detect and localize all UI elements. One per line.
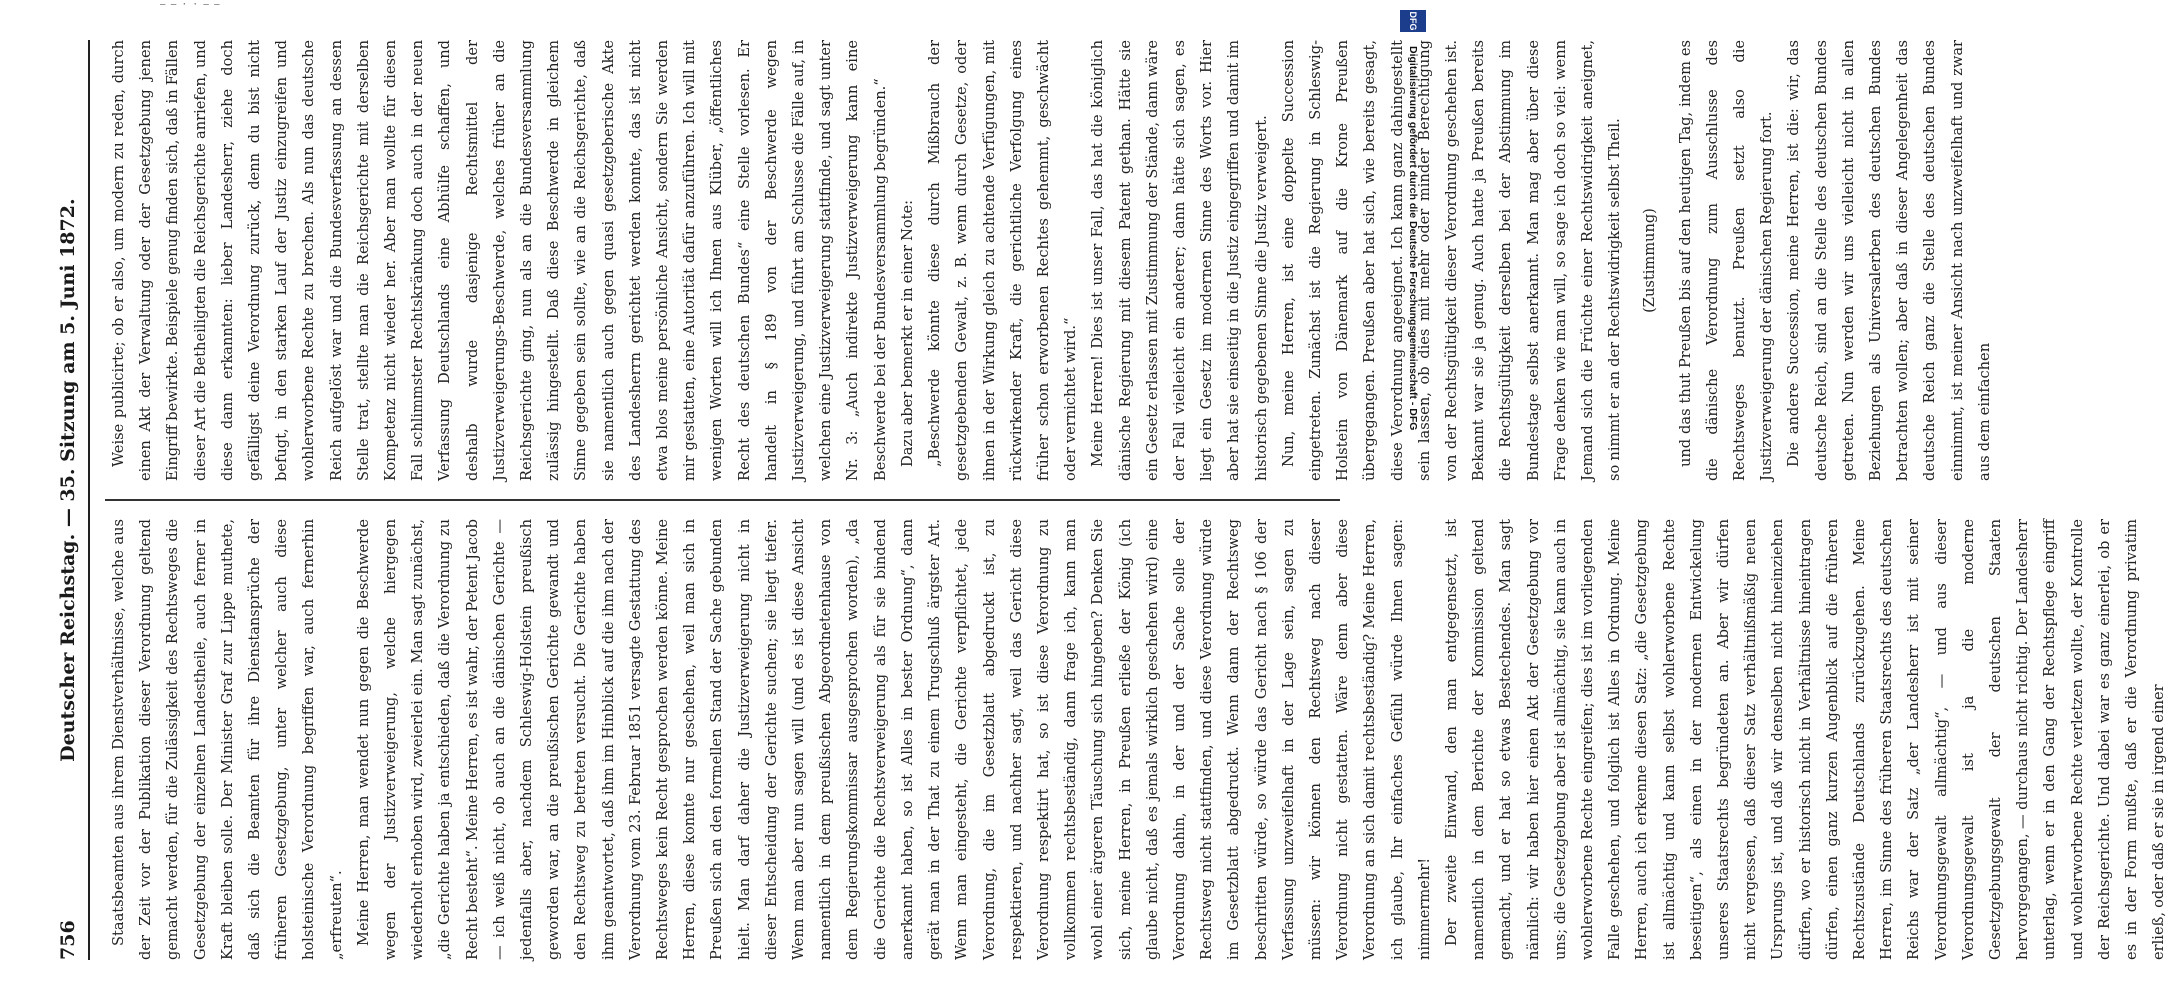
paragraph: Die andere Succession, meine Herren, ist die: wir, das deutsche Reich, sind an die Stelle des deutschen Bundes getreten. Nun werden wir uns vielleicht nicht in allen Beziehungen als Universalerben des deutschen Bundes betrachten wollen; aber daß in dieser Angelegenheit das deutsche Reich ganz die Stelle des deutschen Bundes einnimmt, ist meiner Ansicht nach unzweifelhaft und zwar aus dem einfachen: [1785, 40, 1993, 481]
digitization-credit: [1400, 0, 1426, 1000]
paragraph: und das thut Preußen bis auf den heutigen Tag, indem es die dänische Verordnung zum Ausschlusse des Rechtsweges benutzt. Preußen setzt also die Justizverweigerung der dänischen Regierung fort.: [1676, 40, 1776, 481]
paragraph: Der zweite Einwand, den man entgegensetzt, ist namentlich in dem Berichte der Kommission geltend gemacht, und er hat so etwas Bestechendes. Man sagt nämlich: wir haben hier einen Akt der Gesetzgebung vor uns; die Gesetzgebung aber ist allmächtig, sie kann auch in wohlerworbene Rechte eingreifen; dies ist im vorliegenden Falle geschehen, und folglich ist Alles in Ordnung. Meine Herren, auch ich erkenne diesen Satz: „die Gesetzgebung ist allmächtig und kann selbst wohlerworbene Rechte beseitigen“, als einen in der modernen Entwickelung unseres Staatsrechts begründeten an. Aber wir dürfen nicht vergessen, daß dieser Satz verhältnißmäßig neuen Ursprungs ist, und daß wir denselben nicht hineinziehen dürfen, wo er historisch nicht in Verhältnisse hineintragen dürfen, einen ganz kurzen Augenblick auf die früheren Rechtszustände Deutschlands zurückzugehen. Meine Herren, im Sinne des früheren Staatsrechts des deutschen Reichs war der Satz „der Landesherr ist mit seiner Verordnungsgewalt allmächtig“, — und aus dieser Verordnungsgewalt ist ja die moderne Gesetzgebungsgewalt der deutschen Staaten hervorgegangen, — durchaus nicht richtig. Der Landesherr unterlag, wenn er in den Gang der Rechtspflege eingriff und wohlerworbene Rechte verletzen wollte, der Kontrolle der Reichsgerichte. Und dabei war es ganz einerlei, ob er es in der Form mußte, daß er die Verordnung privatim erließ, oder daß er sie in irgend einer: [1442, 519, 2168, 960]
page-title: Deutscher Reichstag. — 35. Sitzung am 5. Juni 1872.: [57, 198, 79, 762]
paragraph: Meine Herren! Dies ist unser Fall, das hat die königlich dänische Regierung mit diesem Patent gethan. Hätte sie ein Gesetz erlassen mit Zustimmung der Stände, dann wäre der Fall vielleicht ein anderer; dann hätte sich sagen, es liegt ein Gesetz im modernen Sinne des Worts vor. Hier aber hat sie einseitig in die Justiz eingegriffen und damit im historisch gegebenen Sinne die Justiz verweigert.: [1089, 40, 1270, 481]
paragraph: Staatsbeamten aus ihrem Dienstverhältnisse, welche aus der Zeit vor der Publikation dieser Verordnung geltend gemacht werden, für die Zulässigkeit des Rechtsweges die Gesetzgebung der einzelnen Landestheile, auch ferner in Kraft bleiben solle. Der Minister Graf zur Lippe muthete, daß sich die Beamten für ihre Dienstansprüche der früheren Gesetzgebung, unter welcher auch diese holsteinische Verordnung begriffen war, auch fernerhin „erfreuten“.: [110, 519, 345, 960]
paragraph: Meine Herren, man wendet nun gegen die Beschwerde wegen der Justizverweigerung, welche hiergegen wiederholt erhoben wird, zweierlei ein. Man sagt zunächst, „die Gerichte haben ja entschieden, daß die Verordnung zu Recht besteht“. Meine Herren, es ist wahr, der Petent Jacob — ich weiß nicht, ob auch an die dänischen Gerichte — jedenfalls aber, nachdem Schleswig-Holstein preußisch geworden war, an die preußischen Gerichte gewandt und den Rechtsweg zu betreten versucht. Die Gerichte haben ihm geantwortet, daß ihm im Hinblick auf die ihm nach der Verordnung vom 23. Februar 1851 versagte Gestattung des Rechtsweges kein Recht gesprochen werden könne. Meine Herren, diese konnte nur geschehen, weil man sich in Preußen sich an den formellen Stand der Sache gebunden hielt. Man darf daher die Justizverweigerung nicht in dieser Entscheidung der Gerichte suchen; sie liegt tiefer. Wenn man aber nun sagen will (und es ist diese Ansicht namentlich in dem preußischen Abgeordnetenhause von dem Regierungskommissar ausgesprochen worden), „da die Gerichte die Rechtsverweigerung als für sie bindend anerkannt haben, so ist Alles in bester Ordnung“, dann gerät man in der That zu einem Trugschluß ärgster Art. Wenn man eingesteht, die Gerichte verpflichtet, jede Verordnung, die im Gesetzblatt abgedruckt ist, zu respektieren, und nachher sagt, weil das Gericht diese Verordnung respektirt hat, so ist diese Verordnung zu vollkommen rechtsbeständig, dann frage ich, kann man wohl einer ärgeren Täuschung sich hingeben? Denken Sie sich, meine Herren, in Preußen erließe der König (ich glaube nicht, daß es jemals wirklich geschehen wird) eine Verordnung dahin, in der und der Sache solle der Rechtsweg nicht stattfinden, und diese Verordnung würde im Gesetzblatt abgedruckt. Wenn dann der Rechtsweg beschritten würde, so würde das Gericht nach § 106 der Verfassung unzweifelhaft in der Lage sein, sagen zu müssen: wir können den Rechtsweg nach dieser Verordnung nicht gestatten. Wäre denn aber diese Verordnung an sich damit rechtsbeständig? Meine Herren, ich glaube, Ihr einfaches Gefühl würde Ihnen sagen: nimmermehr!: [354, 519, 1433, 960]
scan-edge-mark: — — · · — —: [160, 0, 220, 10]
paragraph: Nun, meine Herren, ist eine doppelte Succession eingetreten. Zunächst ist die Regierung in Schleswig-Holstein von Dänemark auf die Krone Preußen übergegangen. Preußen aber hat sich, wie bereits gesagt, diese Verordnung angeeignet. Ich kann ganz dahingestellt sein lassen, ob dies mit mehr oder minder Berechtigung von der Rechtsgültigkeit dieser Verordnung geschehen ist. Bekannt war sie ja genug. Auch hatte ja Preußen bereits die Rechtsgültigkeit derselben bei der Abstimmung im Bundestage selbst anerkannt. Man mag aber über diese Frage denken wie man will, so sage ich doch so viel: wenn Jemand sich die Früchte einer Rechtswidrigkeit aneignet, so nimmt er an der Rechtswidrigkeit selbst Theil.: [1279, 40, 1624, 481]
paragraph: „Beschwerde könnte diese durch Mißbrauch der gesetzgebenden Gewalt, z. B. wenn durch Gesetze, oder ihnen in der Wirkung gleich zu achtende Verfügungen, mit rückwirkender Kraft, die gerichtliche Verfolgung eines früher schon erworbenen Rechtes gehemmt, geschwächt oder vernichtet wird.“: [926, 40, 1080, 481]
credit-text: Digitalisierung gefördert durch die Deutsche Forschungsgemeinschaft - DFG: [1407, 46, 1419, 431]
paragraph: Weise publicirte; ob er also, um modern zu reden, durch einen Akt der Verwaltung oder der Gesetzgebung jenen Eingriff bewirkte. Beispiele genug finden sich, daß in Fällen dieser Art die Betheiligten die Reichsgerichte anriefen, und diese dann erkannten: lieber Landesherr, ziehe doch gefälligst deine Verordnung zurück, denn du bist nicht befugt, in den starken Lauf der Justiz einzugreifen und wohlerworbene Rechte zu brechen. Als nun das deutsche Reich aufgelöst war und die Bundesverfassung an dessen Stelle trat, stellte man die Reichsgerichte mit derselben Kompetenz nicht wieder her. Aber man wollte für diesen Fall schlimmster Rechtskränkung doch auch in der neuen Verfassung Deutschlands eine Abhülfe schaffen, und deshalb wurde dasjenige Rechtsmittel der Justizverweigerungs-Beschwerde, welches früher an die Reichsgerichte ging, nun als an die Bundesversammlung zulässig hingestellt. Daß diese Beschwerde in gleichem Sinne gegeben sein sollte, wie an die Reichsgerichte, daß sie namentlich auch gegen quasi gesetzgeberische Akte des Landesherrn gerichtet werden konnte, das ist nicht etwa blos meine persönliche Ansicht, sondern Sie werden mir gestatten, eine Autorität dafür anzuführen. Ich will mit wenigen Worten will ich Ihnen aus Klüber, „öffentliches Recht des deutschen Bundes“ eine Stelle vorlesen. Er handelt in § 189 von der Beschwerde wegen Justizverweigerung, und führt am Schlusse die Fälle auf, in welchen eine Justizverweigerung stattfinde, und sagt unter Nr. 3: „Auch indirekte Justizverweigerung kann eine Beschwerde bei der Bundesversammlung begründen.“: [110, 40, 889, 481]
running-header: [48, 40, 90, 960]
page-number: 756: [57, 920, 79, 960]
dfg-logo: DFG: [1400, 10, 1426, 32]
column-left: [105, 519, 2168, 960]
paragraph: Dazu aber bemerkt er in einer Note:: [898, 199, 916, 467]
column-divider: [105, 499, 1340, 501]
paragraph: (Zustimmung): [1641, 208, 1659, 313]
